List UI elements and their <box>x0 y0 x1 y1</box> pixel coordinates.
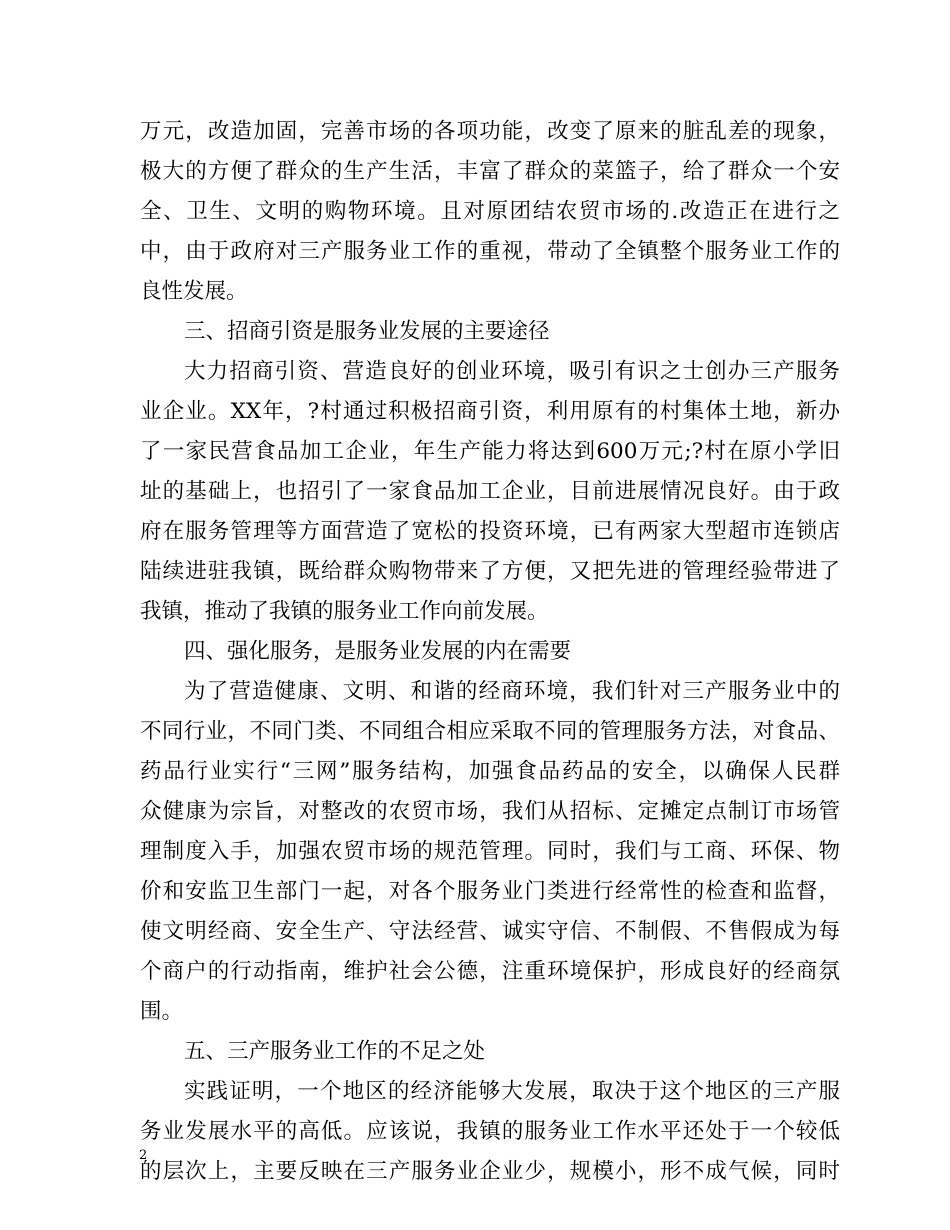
text-line: 个商户的行动指南，维护社会公德，注重环境保护，形成良好的经商氛 <box>140 959 840 984</box>
text-line: 了一家民营食品加工企业，年生产能力将达到600万元;?村在原小学旧 <box>140 439 840 464</box>
text-line: 业企业。XX年，?村通过积极招商引资，利用原有的村集体土地，新办 <box>140 399 840 424</box>
text-line: 大力招商引资、营造良好的创业环境，吸引有识之士创办三产服务 <box>184 359 840 384</box>
text-line: 府在服务管理等方面营造了宽松的投资环境，已有两家大型超市连锁店 <box>140 519 840 544</box>
document-body <box>140 112 840 1192</box>
text-line: 的层次上，主要反映在三产服务业企业少，规模小，形不成气候，同时 <box>140 1159 840 1184</box>
text-line: 务业发展水平的高低。应该说，我镇的服务业工作水平还处于一个较低 <box>140 1119 840 1144</box>
text-line: 理制度入手，加强农贸市场的规范管理。同时，我们与工商、环保、物 <box>140 839 840 864</box>
text-line: 不同行业，不同门类、不同组合相应采取不同的管理服务方法，对食品、 <box>140 719 840 744</box>
text-line: 址的基础上，也招引了一家食品加工企业，目前进展情况良好。由于政 <box>140 479 840 504</box>
text-line: 药品行业实行“三网”服务结构，加强食品药品的安全，以确保人民群 <box>140 759 840 784</box>
page-number: 2 <box>139 1148 148 1163</box>
text-line: 价和安监卫生部门一起，对各个服务业门类进行经常性的检查和监督， <box>140 879 840 904</box>
text-line: 众健康为宗旨，对整改的农贸市场，我们从招标、定摊定点制订市场管 <box>140 799 840 824</box>
text-line: 极大的方便了群众的生产生活，丰富了群众的菜篮子，给了群众一个安 <box>140 159 840 184</box>
text-line: 万元，改造加固，完善市场的各项功能，改变了原来的脏乱差的现象， <box>140 119 840 144</box>
text-line: 为了营造健康、文明、和谐的经商环境，我们针对三产服务业中的 <box>184 679 840 704</box>
section-heading: 四、强化服务，是服务业发展的内在需要 <box>184 639 572 664</box>
text-line: 围。 <box>140 999 184 1024</box>
text-line: 中，由于政府对三产服务业工作的重视，带动了全镇整个服务业工作的 <box>140 239 840 264</box>
text-line: 实践证明，一个地区的经济能够大发展，取决于这个地区的三产服 <box>184 1079 840 1104</box>
text-line: 全、卫生、文明的购物环境。且对原团结农贸市场的.改造正在进行之 <box>140 199 840 224</box>
section-heading: 五、三产服务业工作的不足之处 <box>184 1039 486 1064</box>
text-line: 陆续进驻我镇，既给群众购物带来了方便，又把先进的管理经验带进了 <box>140 559 840 584</box>
section-heading: 三、招商引资是服务业发展的主要途径 <box>184 319 550 344</box>
text-line: 使文明经商、安全生产、守法经营、诚实守信、不制假、不售假成为每 <box>140 919 840 944</box>
text-line: 我镇，推动了我镇的服务业工作向前发展。 <box>140 599 549 624</box>
text-line: 良性发展。 <box>140 279 248 304</box>
